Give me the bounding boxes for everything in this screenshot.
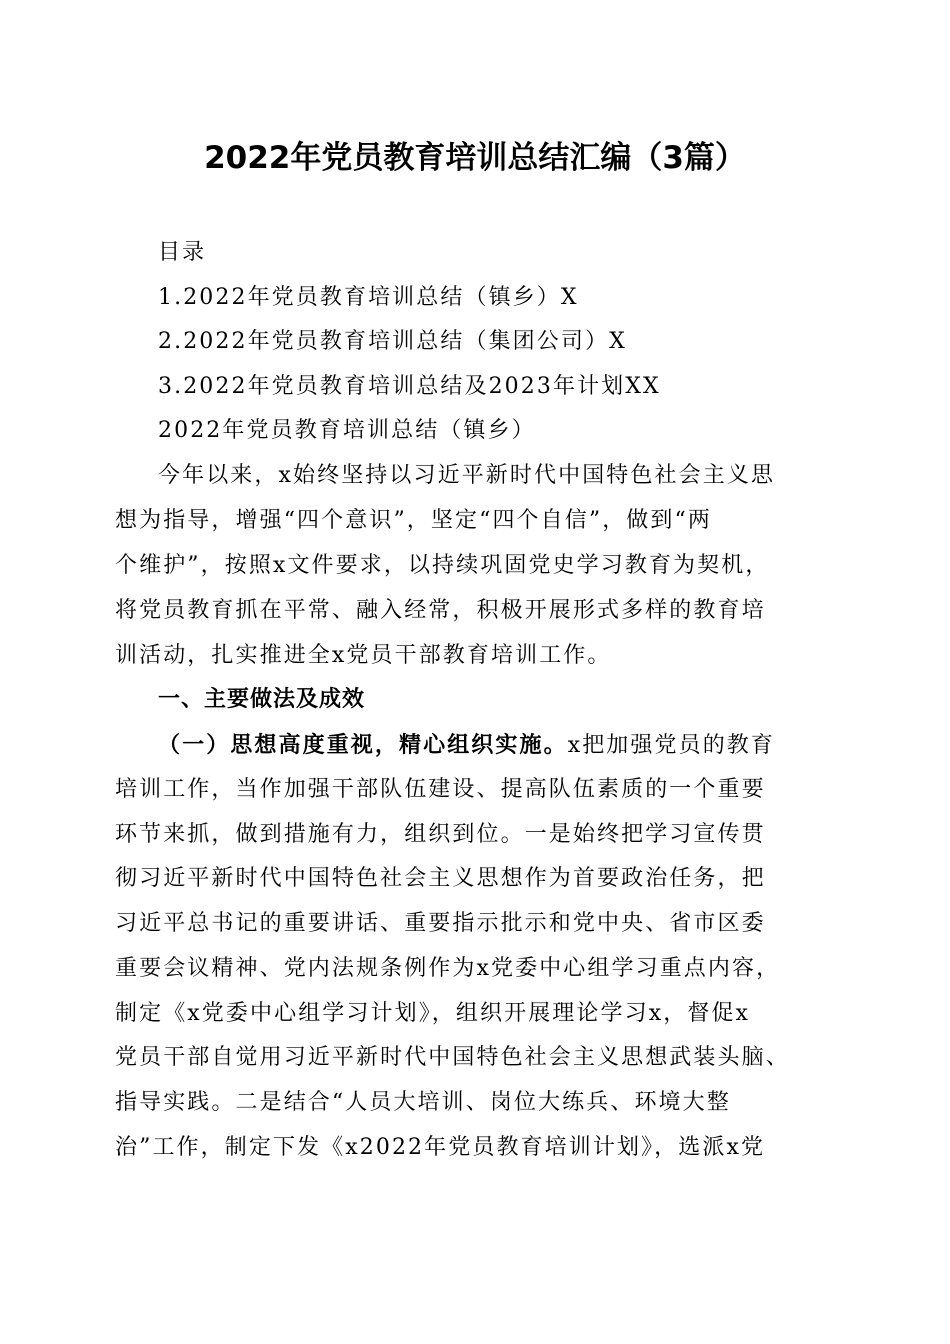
- toc-item-2: 2.2022年党员教育培训总结（集团公司）X: [158, 329, 627, 354]
- para-line-3: 环节来抓，做到措施有力，组织到位。一是始终把学习宣传贯: [115, 822, 766, 847]
- intro-line-5: 训活动，扎实推进全x党员干部教育培训工作。: [115, 643, 612, 668]
- toc-item-3: 3.2022年党员教育培训总结及2023年计划XX: [158, 374, 661, 399]
- para-line-1-rest: x把加强党员的教育: [567, 733, 776, 758]
- intro-line-4: 将党员教育抓在平常、融入经常，积极开展形式多样的教育培: [115, 598, 766, 623]
- intro-line-2: 想为指导，增强“四个意识”，坚定“四个自信”，做到“两: [115, 508, 712, 533]
- para-line-1: [158, 730, 883, 761]
- sub-heading: （一）思想高度重视，精心组织实施。: [158, 732, 568, 758]
- para-line-2: 培训工作，当作加强干部队伍建设、提高队伍素质的一个重要: [115, 777, 766, 802]
- para-line-5: 习近平总书记的重要讲话、重要指示批示和党中央、省市区委: [115, 911, 766, 936]
- para-line-9: 指导实践。二是结合“人员大培训、岗位大练兵、环境大整: [115, 1090, 731, 1115]
- section-heading: 一、主要做法及成效: [158, 687, 366, 712]
- intro-line-3: 个维护”，按照x文件要求，以持续巩固党史学习教育为契机，: [115, 553, 770, 578]
- document-title: 2022年党员教育培训总结汇编（3篇）: [204, 140, 746, 176]
- para-line-10: 治”工作，制定下发《x2022年党员教育培训计划》，选派x党: [115, 1135, 766, 1160]
- article-title: 2022年党员教育培训总结（镇乡）: [158, 418, 536, 443]
- toc-item-1: 1.2022年党员教育培训总结（镇乡）X: [158, 285, 579, 310]
- para-line-6: 重要会议精神、党内法规条例作为x党委中心组学习重点内容，: [115, 956, 781, 981]
- intro-line-1: 今年以来，x始终坚持以习近平新时代中国特色社会主义思: [158, 463, 776, 488]
- para-line-7: 制定《x党委中心组学习计划》，组织开展理论学习x，督促x: [115, 1001, 751, 1026]
- para-line-8: 党员干部自觉用习近平新时代中国特色社会主义思想武装头脑、: [115, 1045, 790, 1070]
- toc-label: 目录: [158, 240, 207, 265]
- para-line-4: 彻习近平新时代中国特色社会主义思想作为首要政治任务，把: [115, 866, 766, 891]
